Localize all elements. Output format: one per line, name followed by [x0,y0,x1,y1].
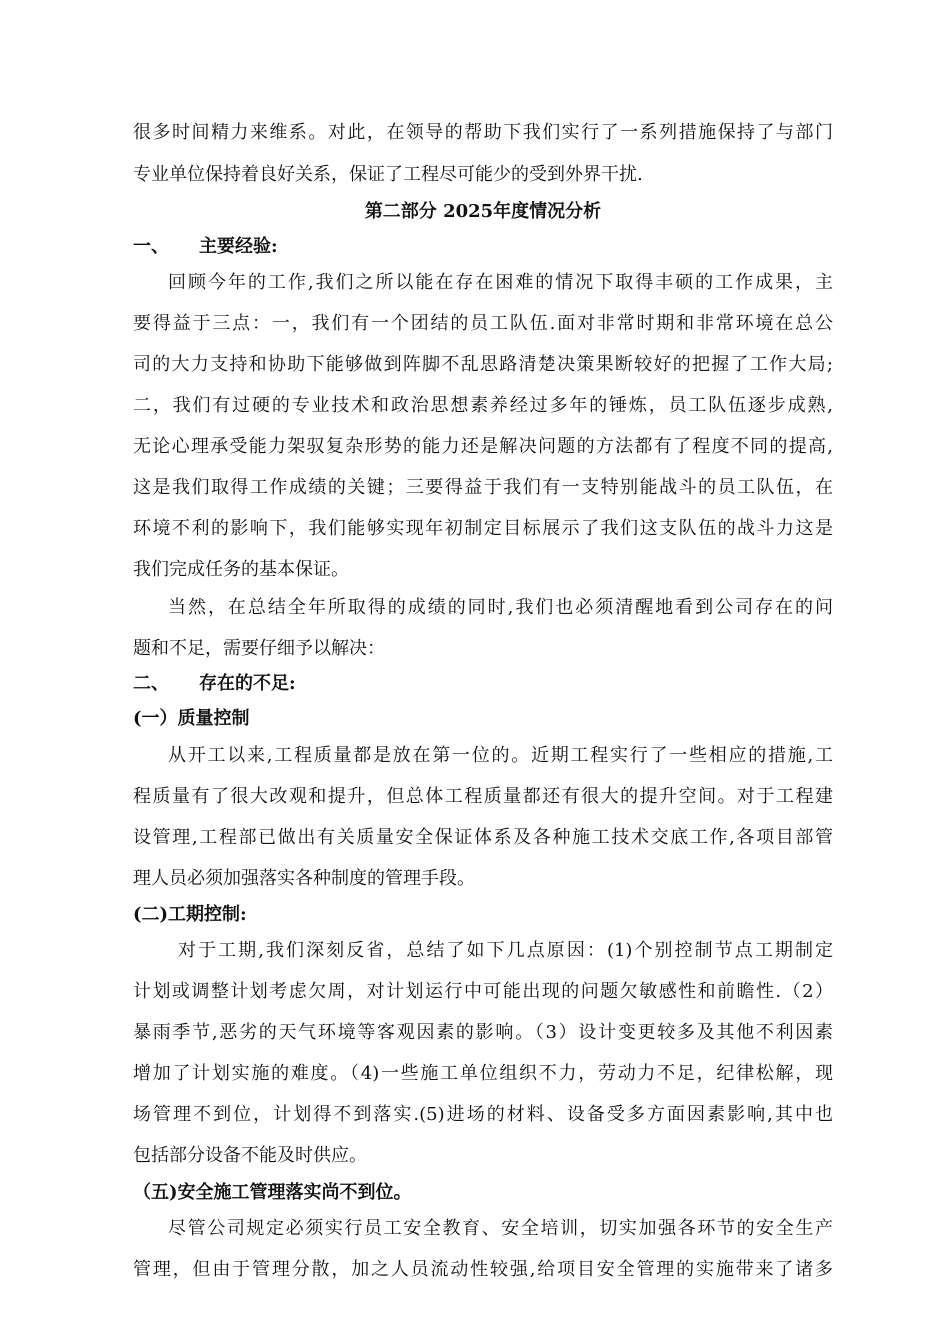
section1-number: 一、 [133,236,169,257]
sub5-line-2: 管理，但由于管理分散，加之人员流动性较强,给项目安全管理的实施带来了诸多 [133,1259,833,1280]
sub5-line-1: 尽管公司规定必须实行员工安全教育、安全培训，切实加强各环节的安全生产 [168,1218,833,1239]
sub2-line-2: 计划或调整计划考虑欠周，对计划运行中可能出现的问题欠敏感性和前瞻性.（2） [133,981,833,1002]
intro-line-1: 很多时间精力来维系。对此，在领导的帮助下我们实行了一系列措施保持了与部门 [133,122,833,143]
sub2-line-3: 暴雨季节,恶劣的天气环境等客观因素的影响。（3）设计变更较多及其他不利因素 [133,1022,833,1043]
part-title: 第二部分 2025年度情况分析 [364,201,602,222]
intro-line-2: 专业单位保持着良好关系，保证了工程尽可能少的受到外界干扰. [133,164,643,185]
sub2-line-6: 包括部分设备不能及时供应。 [133,1145,367,1166]
sub5-title: （五)安全施工管理落实尚不到位。 [133,1182,412,1203]
sub2-line-4: 增加了计划实施的难度。（4)一些施工单位组织不力，劳动力不足，纪律松解，现 [133,1063,833,1084]
para1-line-8: 我们完成任务的基本保证。 [133,559,349,580]
sub1-line-2: 程质量有了很大改观和提升，但总体工程质量都还有很大的提升空间。对于工程建 [133,786,833,807]
para1-line-3: 司的大力支持和协助下能够做到阵脚不乱思路清楚决策果断较好的把握了工作大局; [133,354,833,375]
sub1-line-1: 从开工以来,工程质量都是放在第一位的。近期工程实行了一些相应的措施,工 [168,745,833,766]
para1-line-7: 环境不利的影响下，我们能够实现年初制定目标展示了我们这支队伍的战斗力这是 [133,518,833,539]
para1-line-2: 要得益于三点：一，我们有一个团结的员工队伍.面对非常时期和非常环境在总公 [133,313,833,334]
sub2-title: (二)工期控制: [133,904,247,925]
section1-heading [133,235,833,259]
sub1-line-3: 设管理,工程部已做出有关质量安全保证体系及各种施工技术交底工作,各项目部管 [133,827,833,848]
section2-heading [133,672,833,696]
sub1-line-4: 理人员必须加强落实各种制度的管理手段。 [133,868,475,889]
sub1-title: (一）质量控制 [133,708,250,729]
section2-title: 存在的不足: [199,673,296,694]
para1-line-6: 这是我们取得工作成绩的关键；三要得益于我们有一支特别能战斗的员工队伍，在 [133,477,833,498]
para1-line-5: 无论心理承受能力架驭复杂形势的能力还是解决问题的方法都有了程度不同的提高, [133,436,833,457]
sub2-line-1: 对于工期,我们深刻反省，总结了如下几点原因：(1)个别控制节点工期制定 [178,940,833,961]
para2-line-1: 当然，在总结全年所取得的成绩的同时,我们也必须清醒地看到公司存在的问 [168,597,833,618]
sub2-line-5: 场管理不到位，计划得不到落实.(5)进场的材料、设备受多方面因素影响,其中也 [133,1104,833,1125]
section1-title: 主要经验: [199,236,278,257]
section2-number: 二、 [133,673,169,694]
para1-line-4: 二，我们有过硬的专业技术和政治思想素养经过多年的锤炼，员工队伍逐步成熟, [133,395,833,416]
para1-line-1: 回顾今年的工作,我们之所以能在存在困难的情况下取得丰硕的工作成果，主 [168,272,833,293]
para2-line-2: 题和不足，需要仔细予以解决： [133,638,385,659]
